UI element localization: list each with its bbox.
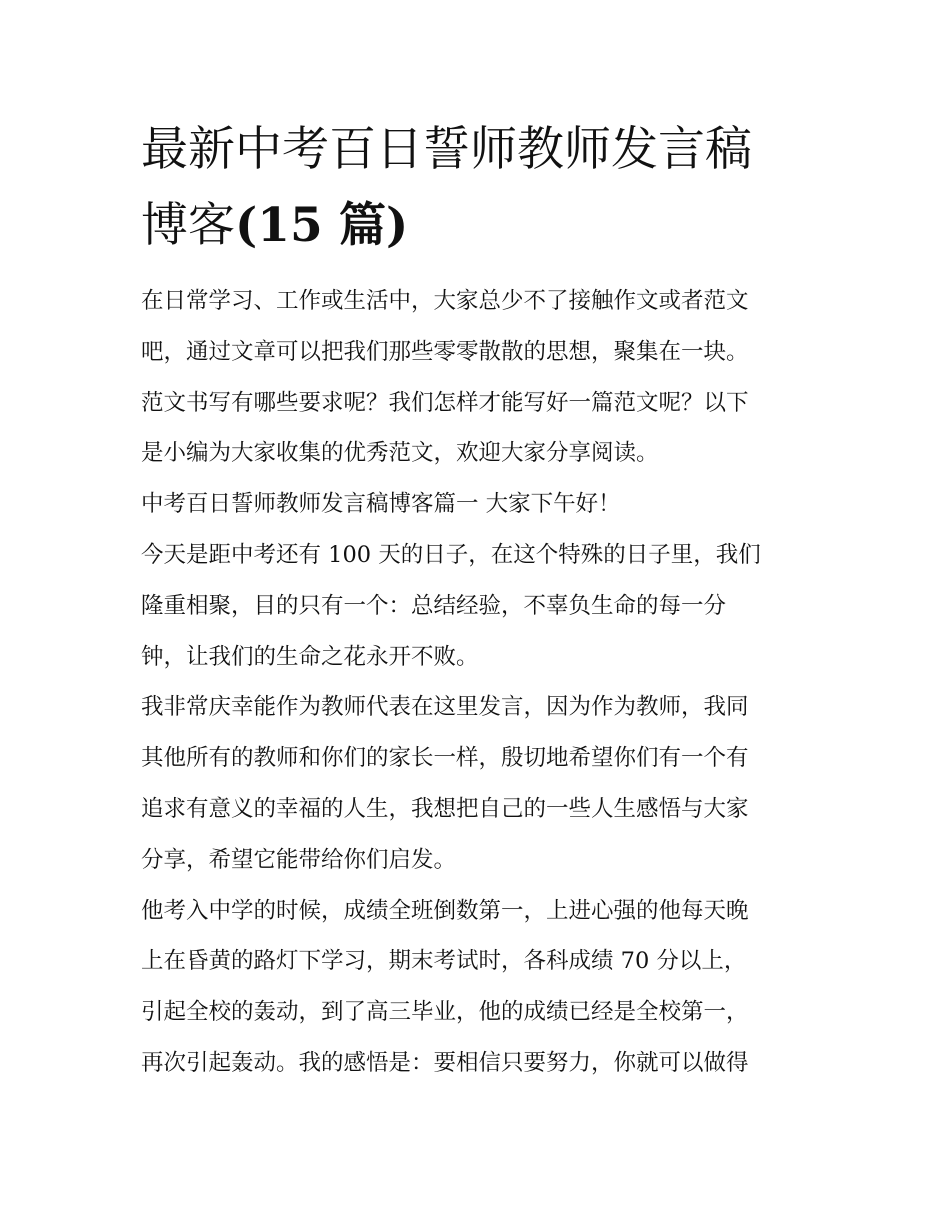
document-content bbox=[141, 112, 813, 1089]
body-line: 今天是距中考还有 100 天的日子，在这个特殊的日子里，我们 bbox=[141, 541, 761, 568]
document-body bbox=[141, 276, 813, 1089]
body-line: 吧，通过文章可以把我们那些零零散散的思想，聚集在一块。 bbox=[141, 338, 749, 365]
body-line: 他考入中学的时候，成绩全班倒数第一，上进心强的他每天晚 bbox=[141, 897, 749, 924]
body-line: 其他所有的教师和你们的家长一样，殷切地希望你们有一个有 bbox=[141, 745, 749, 772]
title-line-1: 最新中考百日誓师教师发言稿 bbox=[141, 122, 752, 177]
body-line: 是小编为大家收集的优秀范文，欢迎大家分享阅读。 bbox=[141, 440, 659, 467]
title-count: (15 篇) bbox=[235, 198, 409, 253]
body-line: 范文书写有哪些要求呢？我们怎样才能写好一篇范文呢？以下 bbox=[141, 389, 749, 416]
body-line: 钟，让我们的生命之花永开不败。 bbox=[141, 643, 479, 670]
section-heading-line: 中考百日誓师教师发言稿博客篇一 大家下午好！ bbox=[141, 491, 621, 518]
title-line-2: 博客 bbox=[141, 198, 235, 253]
body-line: 分享，希望它能带给你们启发。 bbox=[141, 846, 457, 873]
body-line: 追求有意义的幸福的人生，我想把自己的一些人生感悟与大家 bbox=[141, 795, 749, 822]
body-line: 上在昏黄的路灯下学习，期末考试时，各科成绩 70 分以上， bbox=[141, 948, 747, 975]
body-line: 在日常学习、工作或生活中，大家总少不了接触作文或者范文 bbox=[141, 288, 749, 314]
body-line: 我非常庆幸能作为教师代表在这里发言，因为作为教师，我同 bbox=[141, 694, 749, 721]
body-line: 引起全校的轰动，到了高三毕业，他的成绩已经是全校第一， bbox=[141, 999, 749, 1026]
document-title bbox=[141, 112, 813, 264]
body-line: 隆重相聚，目的只有一个：总结经验，不辜负生命的每一分 bbox=[141, 592, 727, 619]
body-line: 再次引起轰动。我的感悟是：要相信只要努力，你就可以做得 bbox=[141, 1049, 749, 1076]
